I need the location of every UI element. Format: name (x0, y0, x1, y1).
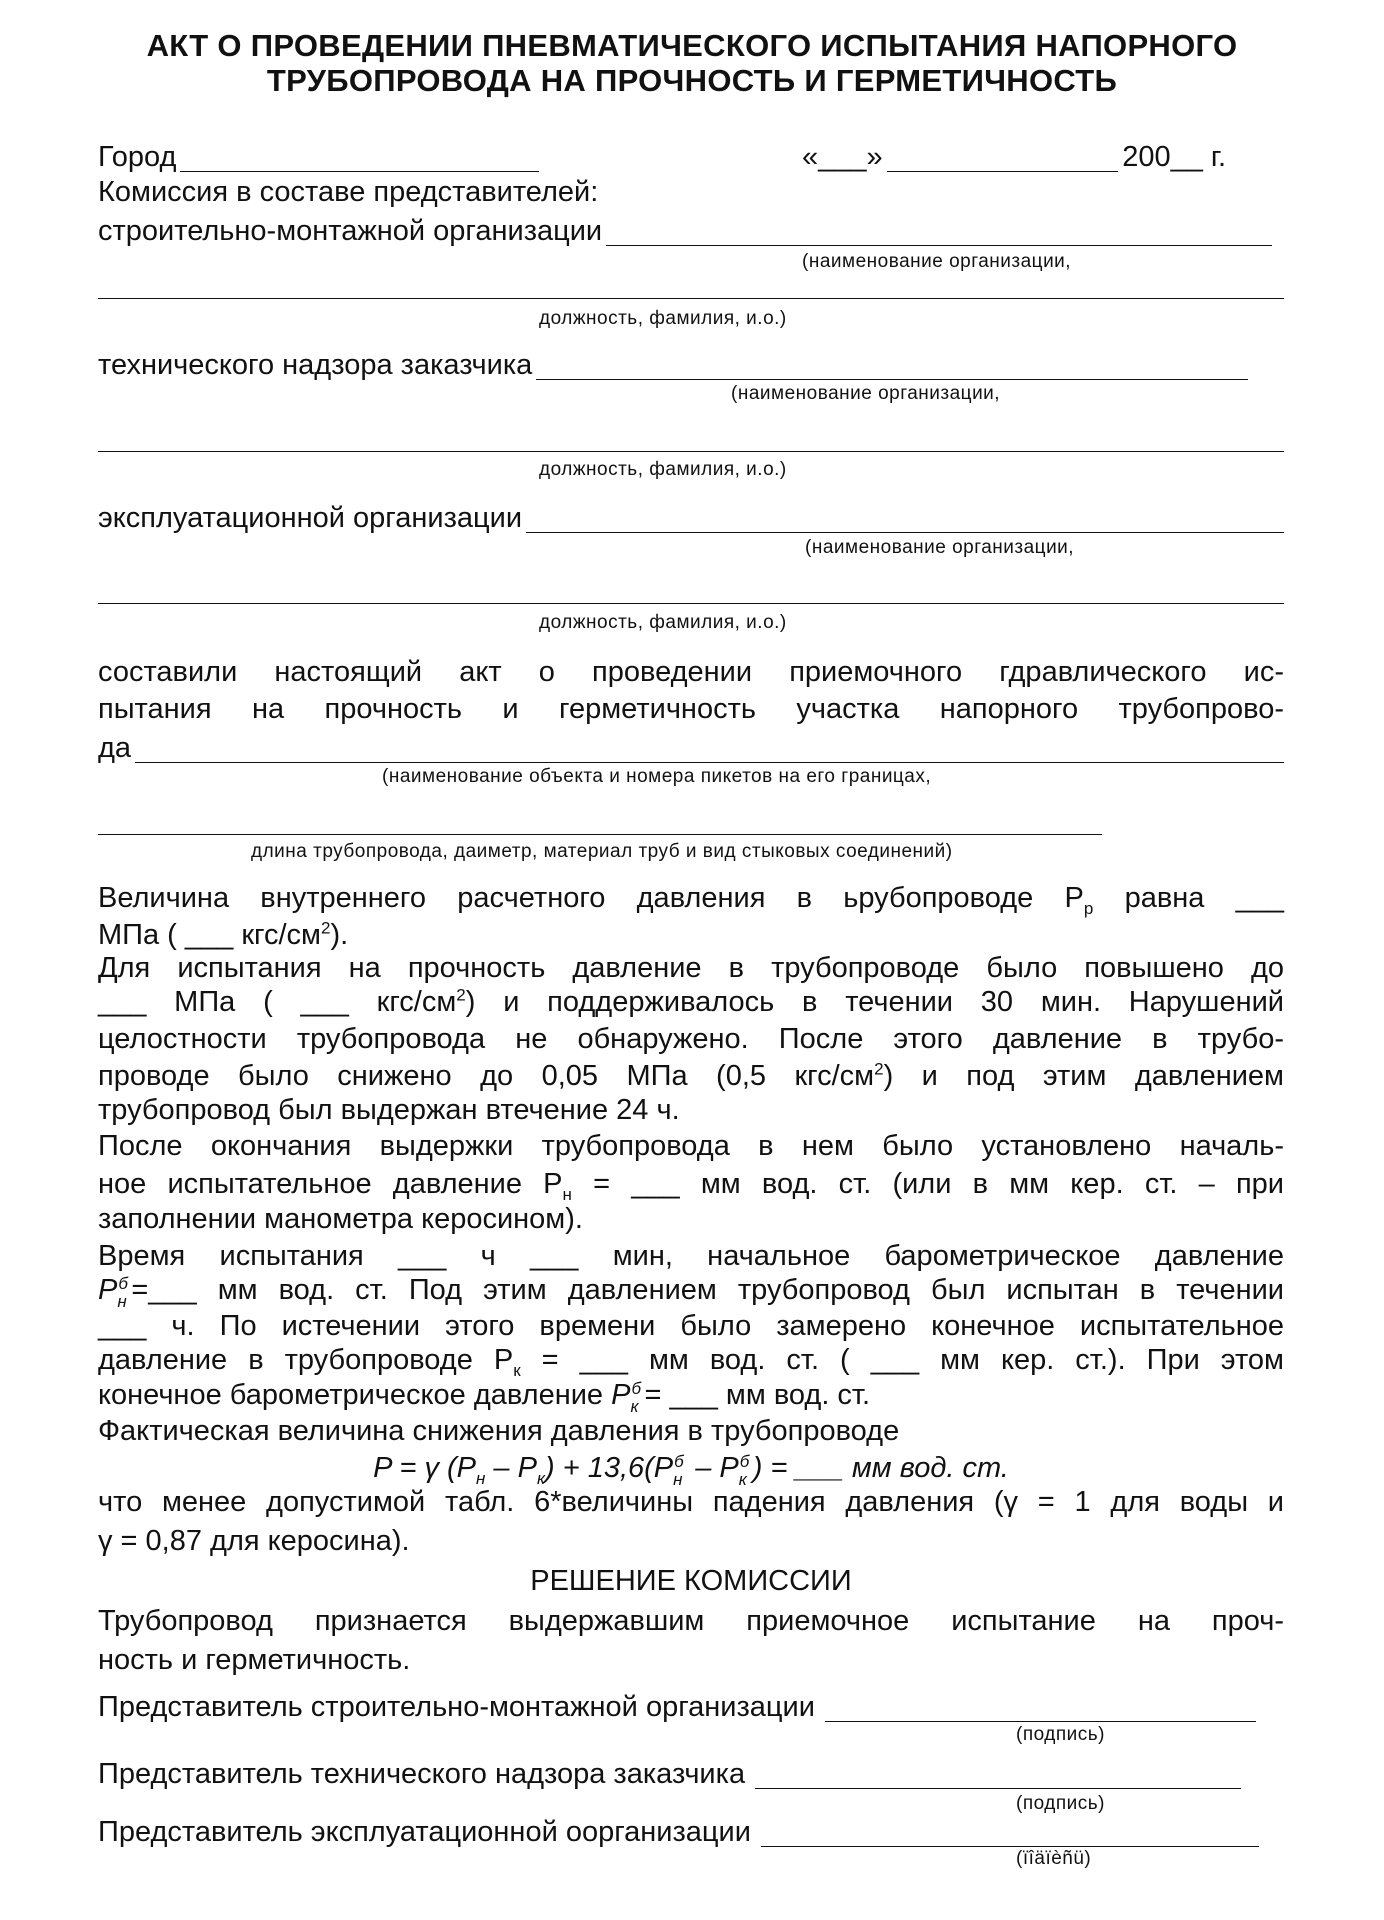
org2-underline (536, 355, 1248, 380)
body-line (98, 1344, 1284, 1380)
text-run: ___ ч. По истечении этого времени было замерено конечное испытательное (98, 1310, 1284, 1342)
org2-caption: (наименование организации, (731, 383, 1001, 404)
text-run: ) = ___ мм вод. ст. (752, 1452, 1009, 1484)
text-run: γ = 0,87 для керосина). (98, 1525, 410, 1557)
text-run: = ___ мм вод. ст. ( ___ мм кер. ст.). При этом (520, 1344, 1284, 1376)
org1-field[interactable] (98, 216, 1272, 246)
body-line (98, 1061, 1284, 1091)
text-run: давление в трубопроводе P (98, 1344, 514, 1376)
date-field[interactable] (802, 142, 1226, 172)
body-line (98, 1566, 1284, 1596)
signature-field[interactable] (98, 1759, 1241, 1789)
superscript: б (631, 1379, 642, 1398)
signature-underline (755, 1764, 1241, 1789)
pipe-caption: длина трубопровода, даиметр, материал труб и вид стыковых соединений) (251, 841, 953, 862)
subscript: р (1083, 898, 1094, 918)
org2-field[interactable] (98, 350, 1248, 380)
superscript: б (118, 1274, 128, 1293)
superscript: 2 (320, 918, 331, 938)
title-line: ТРУБОПРОВОДА НА ПРОЧНОСТЬ И ГЕРМЕТИЧНОСТЬ (266, 63, 1118, 98)
signature-caption: (ïîäïèñü) (1016, 1848, 1092, 1869)
subscript: к (513, 1360, 521, 1380)
city-label: Город (98, 141, 177, 173)
subscript: к (536, 1468, 545, 1488)
text-run: ) и поддерживалось в течении 30 мин. Нарушений (465, 986, 1284, 1018)
text-run: P = γ (P (373, 1452, 476, 1484)
body-line (98, 882, 1284, 918)
org1-person-caption: должность, фамилия, и.о.) (539, 308, 787, 329)
text-run: проводе было снижено до 0,05 МПа (0,5 кгс/см (98, 1060, 875, 1092)
date-underline (887, 147, 1119, 172)
text-run: ___ МПа ( ___ кгс/см (98, 986, 457, 1018)
title-line: АКТ О ПРОВЕДЕНИИ ПНЕВМАТИЧЕСКОГО ИСПЫТАНИЯ НАПОРНОГО (146, 28, 1238, 63)
text-run: МПа ( ___ кгс/см (98, 919, 321, 951)
signature-label: Представитель строительно-монтажной организации (98, 1691, 815, 1723)
subscript: н (117, 1292, 127, 1311)
text-run: ). (330, 919, 349, 951)
text-run: Для испытания на прочность давление в трубопроводе было повышено до (98, 952, 1284, 984)
symbol: P (611, 1379, 631, 1411)
body-line (98, 1311, 1284, 1341)
subscript: к (630, 1397, 639, 1416)
subscript: к (738, 1470, 747, 1489)
body-line (98, 920, 1284, 950)
body-line (98, 1526, 1284, 1556)
composed-text: пытания на прочность и герметичность участка напорного трубопрово- (98, 693, 1284, 725)
org3-underline (526, 508, 1284, 533)
text-run: Время испытания ___ ч ___ мин, начальное барометрическое давление (98, 1240, 1284, 1272)
org3-field[interactable] (98, 503, 1284, 533)
city-underline (180, 147, 539, 172)
symbol: P (98, 1274, 118, 1306)
org3-person-caption: должность, фамилия, и.о.) (539, 612, 787, 633)
signature-field[interactable] (98, 1692, 1256, 1722)
body-line (98, 953, 1284, 983)
superscript: б (674, 1452, 684, 1471)
body-line (98, 1274, 1284, 1311)
text-run: заполнении манометра керосином). (98, 1203, 583, 1235)
body-line (98, 1204, 1284, 1234)
subscript: н (673, 1470, 683, 1489)
body-line (98, 1241, 1284, 1271)
text-run: Фактическая величина снижения давления в трубопроводе (98, 1415, 900, 1447)
text-run: = ___ мм вод. ст. (644, 1379, 871, 1411)
body-line (98, 1487, 1284, 1517)
object-label: да (98, 732, 132, 764)
text-run: ) и под этим давлением (883, 1060, 1284, 1092)
body-line (98, 987, 1284, 1017)
body-line (98, 1645, 1284, 1675)
signature-caption: (подпись) (1016, 1793, 1105, 1814)
superscript: 2 (456, 985, 466, 1005)
date-day: «___» (802, 141, 883, 173)
body-line (98, 1606, 1284, 1636)
org3-caption: (наименование организации, (805, 537, 1075, 558)
date-year: 200__ г. (1122, 141, 1226, 173)
subscript: н (562, 1184, 572, 1204)
org2-person-caption: должность, фамилия, и.о.) (539, 459, 787, 480)
text-run: =___ мм вод. ст. Под этим давлением трубопровод был испытан в течении (131, 1274, 1284, 1306)
superscript: 2 (874, 1059, 884, 1079)
text-run: Величина внутреннего расчетного давления в ьрубопроводе P (98, 882, 1084, 914)
org1-person-line[interactable] (98, 298, 1284, 299)
composed-text: составили настоящий акт о проведении приемочного гдравлического ис- (98, 656, 1284, 688)
text-run: – P (485, 1452, 537, 1484)
org2-label: технического надзора заказчика (98, 349, 533, 381)
signature-field[interactable] (98, 1817, 1259, 1847)
signature-underline (825, 1697, 1256, 1722)
text-run: ) + 13,6(P (544, 1452, 674, 1484)
text-run: трубопровод был выдержан втечение 24 ч. (98, 1094, 680, 1126)
text-run: что менее допустимой табл. 6*величины падения давления (γ = 1 для воды и (98, 1486, 1284, 1518)
subscript: н (476, 1468, 486, 1488)
superscript: б (739, 1452, 750, 1471)
text-run: целостности трубопровода не обнаружено. После этого давление в трубо- (98, 1023, 1284, 1055)
text-run: После окончания выдержки трубопровода в нем было установлено началь- (98, 1130, 1284, 1162)
signature-label: Представитель технического надзора заказчика (98, 1758, 746, 1790)
body-line (98, 1168, 1284, 1204)
body-line (98, 1024, 1284, 1054)
signature-caption: (подпись) (1016, 1724, 1105, 1745)
body-line (98, 1131, 1284, 1161)
object-underline (135, 738, 1284, 763)
text-run: ное испытательное давление P (98, 1168, 563, 1200)
object-caption: (наименование объекта и номера пикетов на его границах, (382, 766, 932, 787)
text-run: Трубопровод признается выдержавшим приемочное испытание на проч- (98, 1605, 1284, 1637)
text-run: РЕШЕНИЕ КОМИССИИ (530, 1565, 852, 1597)
body-line (98, 1379, 1284, 1416)
signature-underline (761, 1822, 1259, 1847)
commission-text: Комиссия в составе представителей: (98, 176, 599, 208)
body-line (98, 1416, 1284, 1446)
text-run: конечное барометрическое давление (98, 1379, 612, 1411)
text-run: = ___ мм вод. ст. (или в мм кер. ст. – при (571, 1168, 1284, 1200)
org3-person-line[interactable] (98, 603, 1284, 604)
body-line (98, 1452, 1284, 1489)
body-line (98, 1095, 1284, 1125)
object-field[interactable] (98, 733, 1284, 763)
org1-label: строительно-монтажной организации (98, 215, 603, 247)
text-run: равна ___ (1093, 882, 1284, 914)
org1-underline (606, 221, 1272, 246)
text-run: ность и герметичность. (98, 1644, 411, 1676)
city-field[interactable] (98, 142, 539, 172)
pipe-line[interactable] (98, 834, 1102, 835)
org1-caption: (наименование организации, (802, 251, 1072, 272)
signature-label: Представитель эксплуатационной оорганизации (98, 1816, 751, 1848)
org2-person-line[interactable] (98, 451, 1284, 452)
org3-label: эксплуатационной организации (98, 502, 523, 534)
text-run: – P (687, 1452, 739, 1484)
